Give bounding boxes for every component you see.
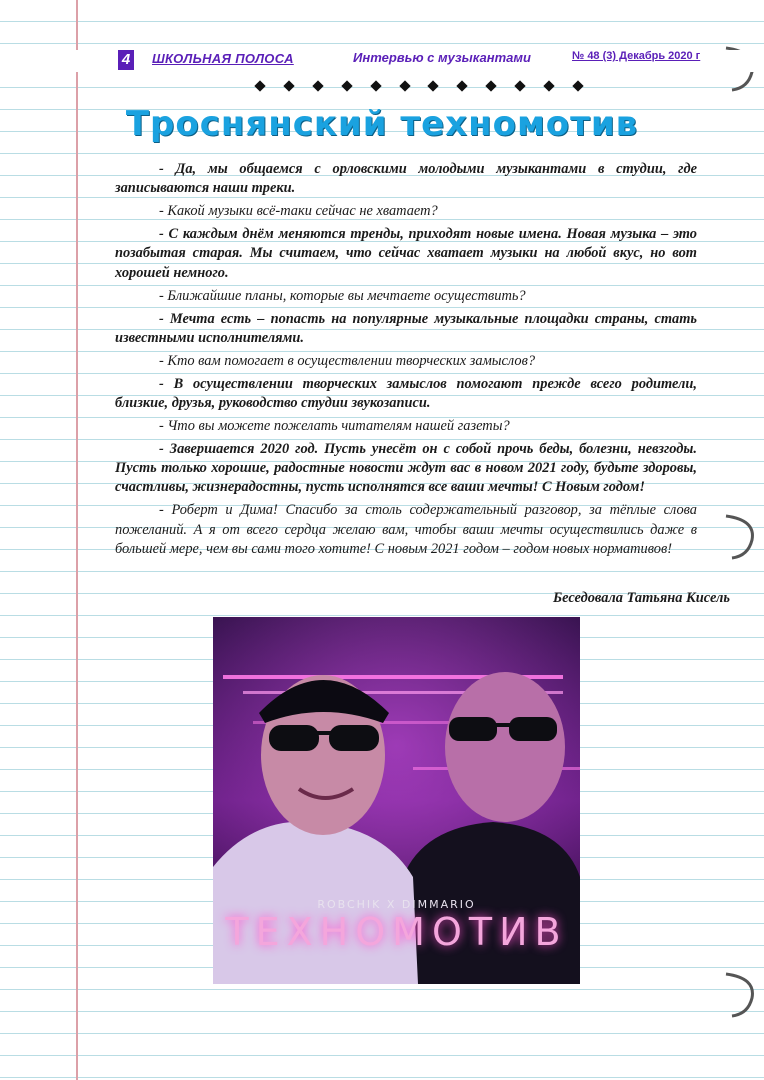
question-paragraph: - Ближайшие планы, которые вы мечтаете осуществить? (159, 287, 526, 304)
answer-paragraph: - Да, мы общаемся с орловскими молодыми музыкантами в студии, где записываются наши треки. (115, 161, 697, 197)
question-paragraph: - Что вы можете пожелать читателям нашей газеты? (159, 418, 510, 435)
question-paragraph: - Какой музыки всё-таки сейчас не хватает? (159, 203, 438, 220)
diamond-icon (341, 80, 352, 91)
notebook-margin-line (76, 0, 78, 1080)
album-title-text: ТЕХНОМОТИВ (225, 910, 568, 954)
diamond-icon (572, 80, 583, 91)
diamond-divider (256, 79, 582, 93)
answer-paragraph: - Мечта есть – попасть на популярные музыкальные площадки страны, стать известными исполнителями. (115, 310, 697, 346)
article-body (115, 160, 697, 563)
issue-info: № 48 (3) Декабрь 2020 г (572, 50, 701, 62)
diamond-icon (428, 80, 439, 91)
closing-paragraph: - Роберт и Дима! Спасибо за столь содержательный разговор, за тёплые слова пожеланий. А я от всего сердца желаю вам, чтобы ваши мечты осуществились даже в большей мере, чем вы сами того хотите! С новым 2021 годом – годом новых нормативов! (115, 502, 697, 557)
album-cover-photo (213, 617, 580, 984)
page-header (0, 50, 764, 72)
answer-paragraph: - В осуществлении творческих замыслов помогают прежде всего родители, близкие, друзья, руководство студии звукозаписи. (115, 375, 697, 412)
diamond-icon (514, 80, 525, 91)
page-number: 4 (118, 50, 134, 70)
album-artist-text: ROBCHIK X DIMMARIO (317, 898, 476, 911)
rubric-name: Интервью с музыкантами (353, 50, 531, 65)
diamond-icon (543, 80, 554, 91)
diamond-icon (370, 80, 381, 91)
diamond-icon (254, 80, 265, 91)
answer-paragraph: - С каждым днём меняются тренды, приходят новые имена. Новая музыка – это позабытая старая. Мы считаем, что сейчас хватает музыки на любой вкус, но вот хорошей немного. (115, 226, 697, 281)
article-title: Троснянский техномотив (125, 104, 639, 144)
diamond-icon (283, 80, 294, 91)
spiral-ring-middle (722, 512, 756, 562)
diamond-icon (312, 80, 323, 91)
answer-paragraph: - Завершается 2020 год. Пусть унесёт он с собой прочь беды, болезни, невзгоды. Пусть только хорошие, радостные новости ждут вас в новом 2021 году, будьте здоровы, счастливы, жизнерадостны, пусть исполнятся все ваши мечты! С Новым годом! (115, 441, 697, 496)
author-signature: Беседовала Татьяна Кисель (553, 590, 730, 606)
diamond-icon (486, 80, 497, 91)
diamond-icon (399, 80, 410, 91)
diamond-icon (457, 80, 468, 91)
section-name: ШКОЛЬНАЯ ПОЛОСА (152, 51, 294, 66)
spiral-ring-bottom (722, 970, 756, 1020)
question-paragraph: - Кто вам помогает в осуществлении творческих замыслов? (159, 352, 536, 369)
